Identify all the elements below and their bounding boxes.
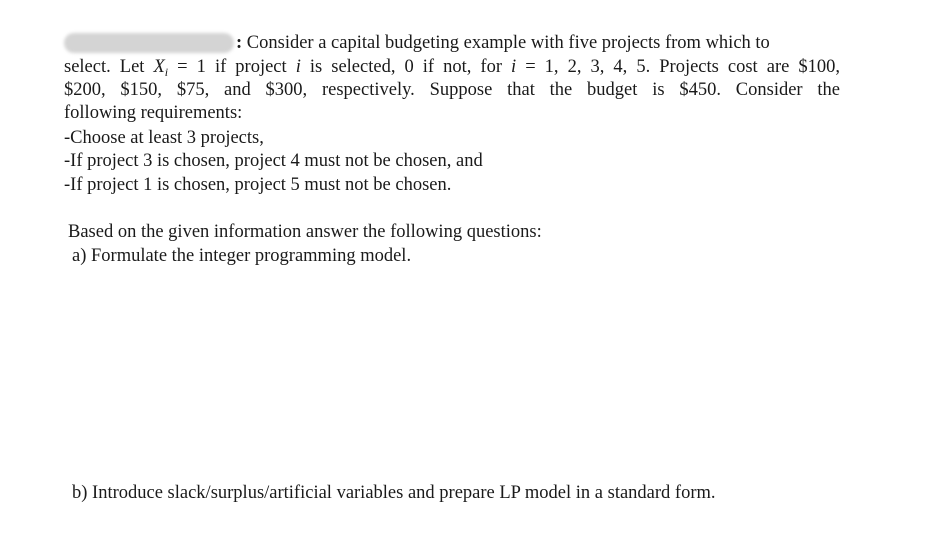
question-a: a) Formulate the integer programming model.	[72, 246, 412, 266]
requirement-1: -Choose at least 3 projects,	[64, 128, 264, 148]
intro-line-3: $200, $150, $75, and $300, respectively. Suppose that the budget is $450. Consider the	[64, 80, 840, 100]
line2-part-a: select. Let	[64, 57, 154, 77]
index-i-2: i	[511, 57, 517, 77]
question-b: b) Introduce slack/surplus/artificial variables and prepare LP model in a standard form.	[72, 483, 716, 503]
intro-text: Consider a capital budgeting example with five projects from which to	[242, 33, 770, 53]
requirement-2: -If project 3 is chosen, project 4 must not be chosen, and	[64, 151, 483, 171]
questions-lead: Based on the given information answer the following questions:	[68, 222, 542, 242]
variable-x: X	[153, 57, 165, 77]
requirement-3: -If project 1 is chosen, project 5 must not be chosen.	[64, 175, 452, 195]
intro-colon: :	[236, 33, 243, 53]
line2-part-c: is selected, 0 if not, for	[300, 57, 512, 77]
intro-line-1	[236, 32, 770, 54]
redacted-name-blur	[64, 33, 234, 53]
intro-line-4: following requirements:	[64, 103, 243, 123]
index-i-1: i	[295, 57, 301, 77]
line2-part-b: = 1 if project	[168, 57, 296, 77]
line2-part-d: = 1, 2, 3, 4, 5. Projects cost are $100,	[516, 57, 840, 77]
variable-subscript: i	[164, 65, 169, 79]
